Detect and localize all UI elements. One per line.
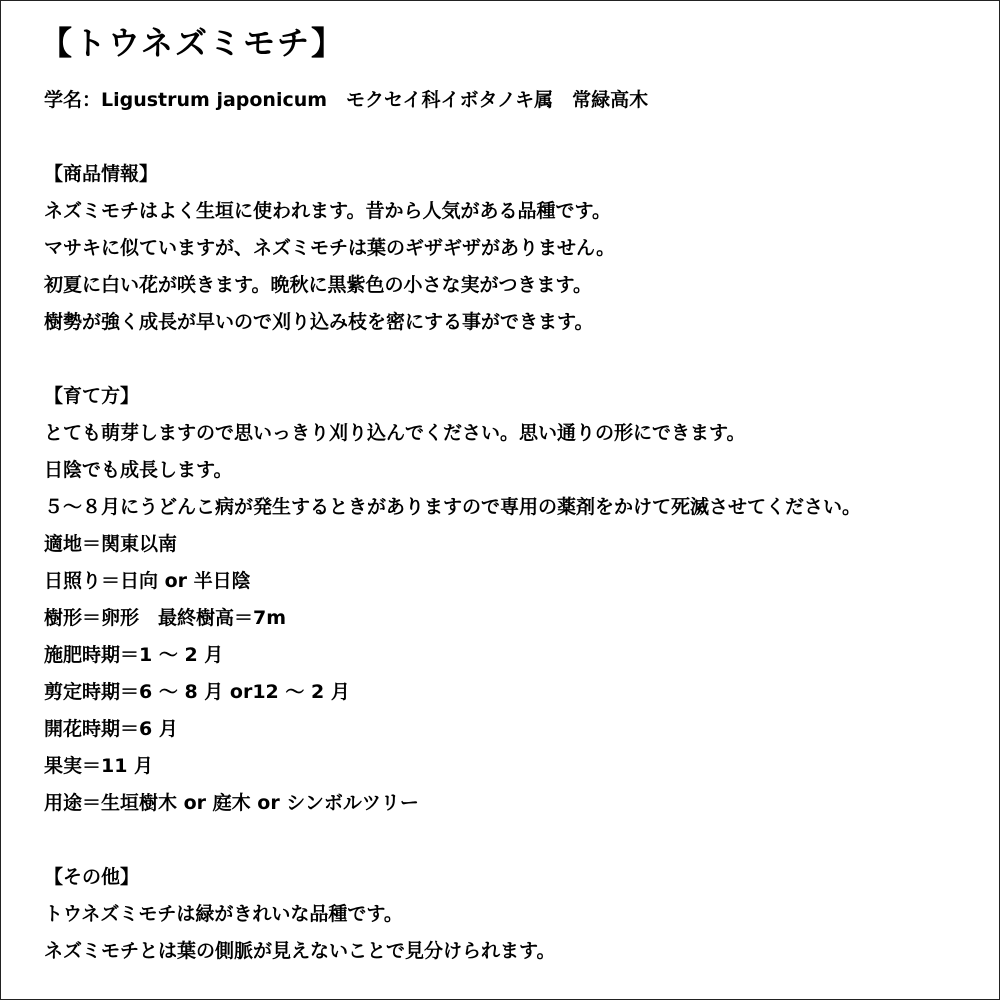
other-line: トウネズミモチは緑がきれいな品種です。 [44,903,403,925]
product-info-heading: 【商品情報】 [44,163,159,185]
care-line: 日陰でも成長します。 [44,459,233,481]
care-line-sunlight: 日照り＝日向 or 半日陰 [44,570,251,592]
other-heading: 【その他】 [44,866,140,888]
care-line-flowering: 開花時期＝6 月 [44,718,178,740]
care-line: ５～８月にうどんこ病が発生するときがありますので専用の薬剤をかけて死滅させてください。 [44,496,862,518]
other-line: ネズミモチとは葉の側脈が見えないことで見分けられます。 [44,940,556,962]
care-line-pruning: 剪定時期＝6 ～ 8 月 or12 ～ 2 月 [44,681,350,703]
product-info-line: ネズミモチはよく生垣に使われます。昔から人気がある品種です。 [44,200,611,222]
care-line-fertilizing: 施肥時期＝1 ～ 2 月 [44,644,224,666]
product-info-line: 初夏に白い花が咲きます。晩秋に黒紫色の小さな実がつきます。 [44,274,592,296]
care-line-suitable-region: 適地＝関東以南 [44,533,178,555]
care-heading: 【育て方】 [44,385,140,407]
scientific-name: 学名：Ligustrum japonicum モクセイ科イボタノキ属 常緑高木 [44,89,649,111]
care-line-usage: 用途＝生垣樹木 or 庭木 or シンボルツリー [44,792,419,814]
care-line: とても萌芽しますので思いっきり刈り込んでください。思い通りの形にできます。 [44,422,746,444]
product-info-line: 樹勢が強く成長が早いので刈り込み枝を密にする事ができます。 [44,311,594,333]
page-title: 【トウネズミモチ】 [40,24,346,62]
care-line-fruit: 果実＝11 月 [44,755,154,777]
product-info-line: マサキに似ていますが、ネズミモチは葉のギザギザがありません。 [44,237,616,259]
care-line-tree-shape: 樹形＝卵形 最終樹高＝7m [44,607,287,629]
